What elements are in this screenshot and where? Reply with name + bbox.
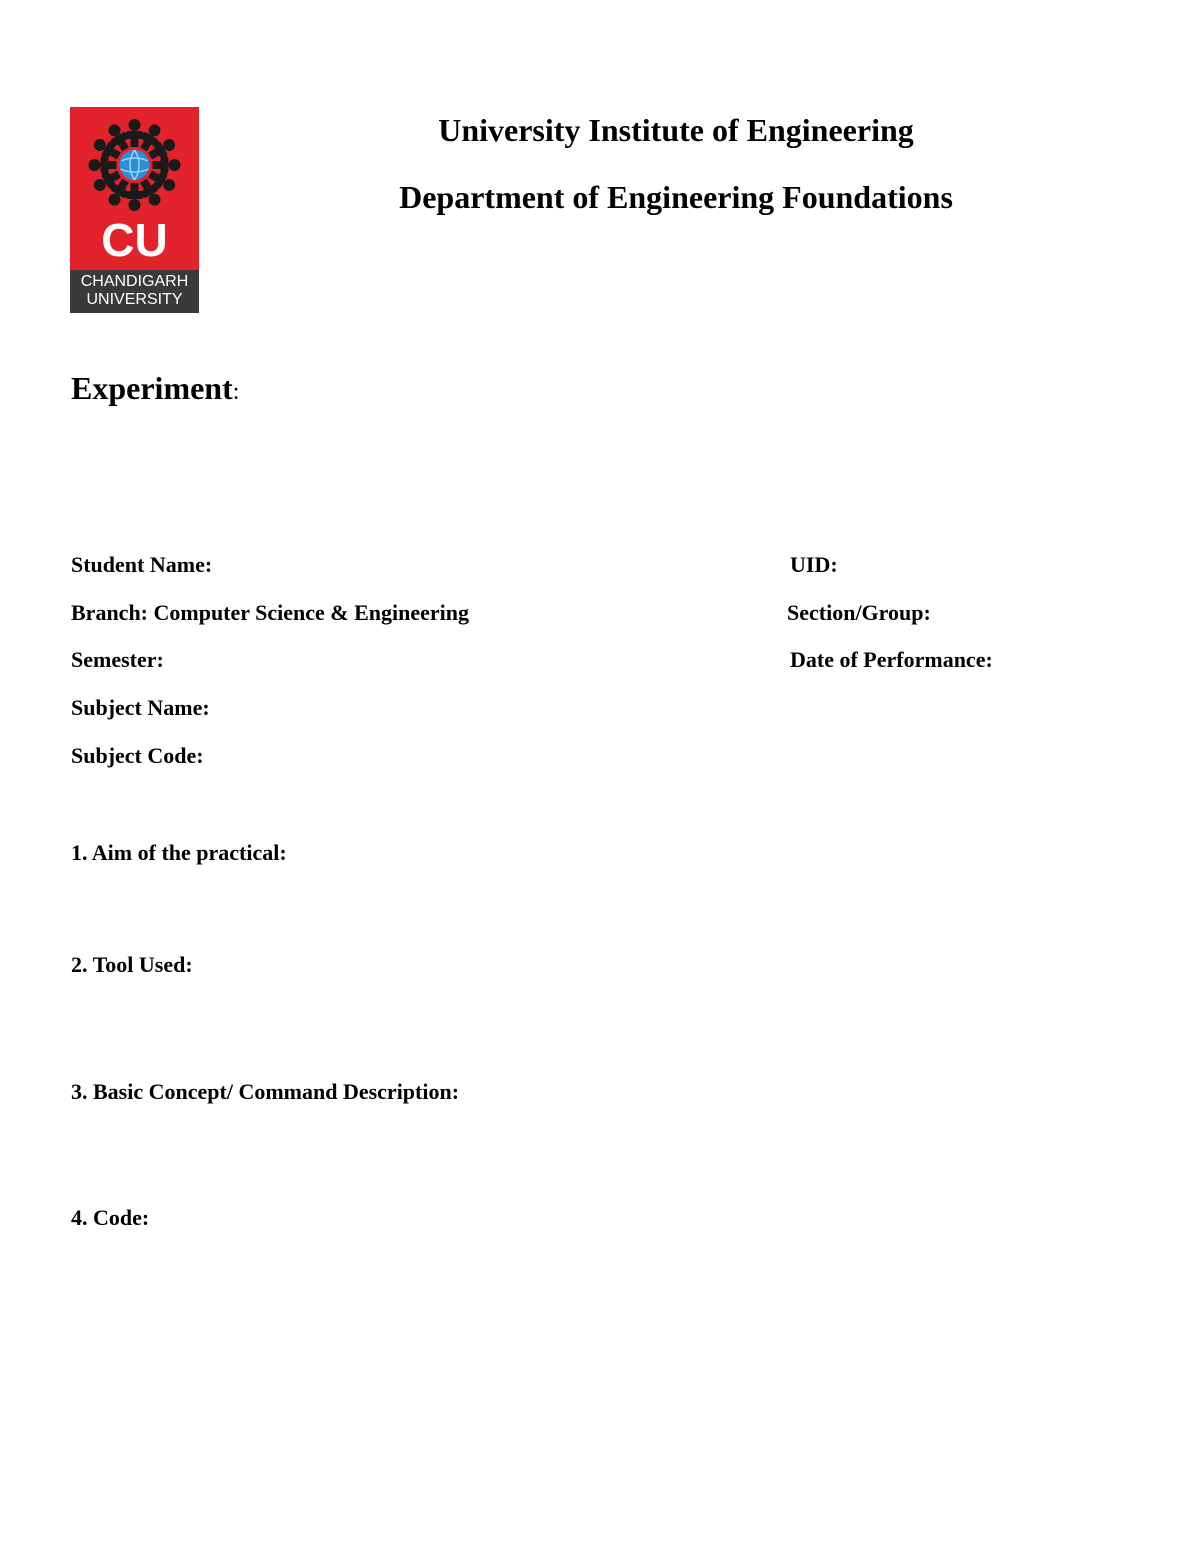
logo-name-band <box>70 270 199 313</box>
logo-line-2: UNIVERSITY <box>86 291 183 308</box>
section-aim-heading: 1. Aim of the practical: <box>71 840 287 865</box>
experiment-colon: : <box>232 379 240 405</box>
globe-icon <box>120 150 150 180</box>
subject-code-label: Subject Code: <box>71 743 204 768</box>
institute-title: University Institute of Engineering <box>438 112 914 148</box>
emblem-icon <box>70 113 199 217</box>
section-concept-heading: 3. Basic Concept/ Command Description: <box>71 1079 460 1104</box>
subject-name-label: Subject Name: <box>71 695 210 720</box>
experiment-heading <box>71 368 239 412</box>
date-of-performance-label: Date of Performance: <box>790 647 993 672</box>
section-tool-heading: 2. Tool Used: <box>71 952 193 977</box>
section-code-heading: 4. Code: <box>71 1205 150 1230</box>
semester-label: Semester: <box>71 647 164 672</box>
branch-label: Branch: Computer Science & Engineering <box>71 600 470 625</box>
university-logo <box>70 107 199 313</box>
section-group-label: Section/Group: <box>787 600 931 625</box>
experiment-label: Experiment <box>71 370 233 406</box>
logo-line-1: CHANDIGARH <box>80 273 189 290</box>
logo-cu-text: CU <box>101 214 168 266</box>
department-title: Department of Engineering Foundations <box>399 179 953 215</box>
student-name-label: Student Name: <box>71 552 213 577</box>
uid-label: UID: <box>790 552 838 577</box>
